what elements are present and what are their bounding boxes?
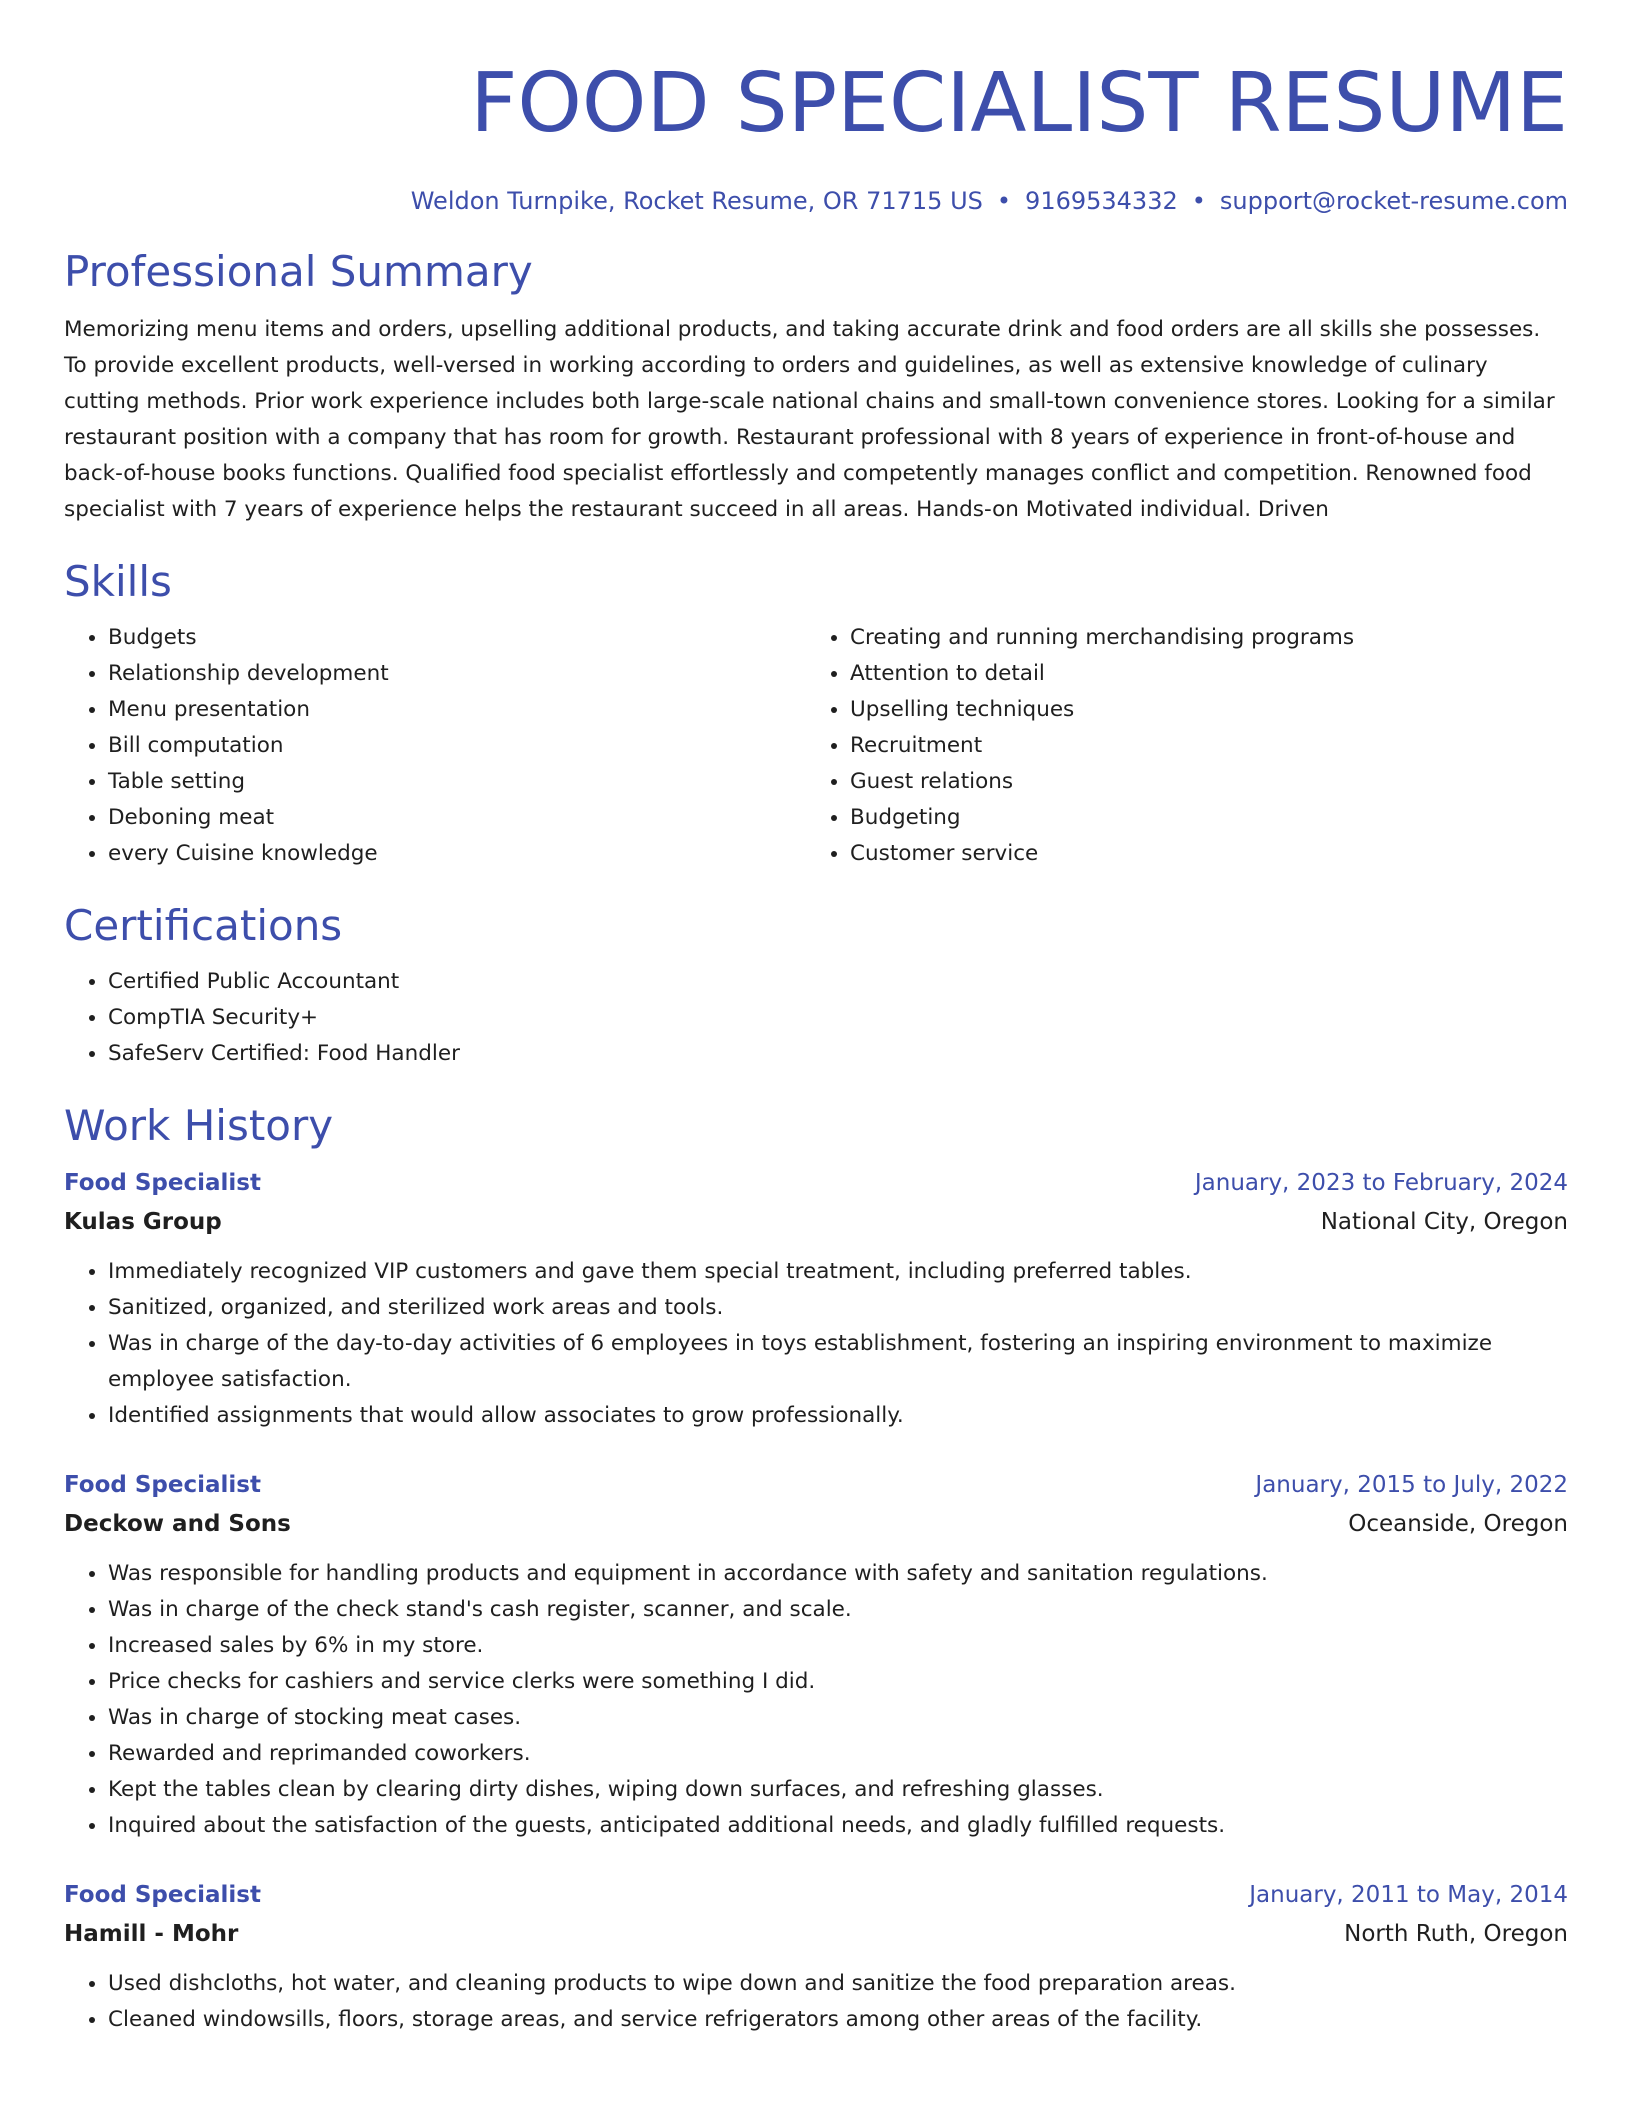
contact-email: support@rocket-resume.com <box>1219 187 1568 215</box>
contact-separator: • <box>996 187 1012 215</box>
skill-item: • Upselling techniques <box>850 692 1548 728</box>
job-bullet: • Used dishcloths, hot water, and cleaning products to wipe down and sanitize the food preparation areas. <box>108 1966 1568 2002</box>
skill-item: • Bill computation <box>108 728 806 764</box>
job-bullet: • Was in charge of the day-to-day activities of 6 employees in toys establishment, fostering an inspiring environment to maximize employee satisfaction. <box>108 1326 1568 1398</box>
skill-item: • Customer service <box>850 836 1548 872</box>
summary-text: Memorizing menu items and orders, upselling additional products, and taking accurate drink and food orders are all skills she possesses. To provide excellent products, well-versed in working according to orders and guidelines, as well as extensive knowledge of culinary cutting methods. Prior work experience includes both large-scale national chains and small-town convenience stores. Looking for a similar restaurant position with a company that has room for growth. Restaurant professional with 8 years of experience in front-of-house and back-of-house books functions. Qualified food specialist effortlessly and competently manages conflict and competition. Renowned food specialist with 7 years of experience helps the restaurant succeed in all areas. Hands-on Motivated individual. Driven <box>64 317 1555 522</box>
job-company: Hamill - Mohr <box>64 1921 239 1947</box>
job-location: Oceanside, Oregon <box>1348 1511 1568 1537</box>
job-title: Food Specialist <box>64 1882 261 1908</box>
skill-item: • Creating and running merchandising programs <box>850 620 1548 656</box>
job-dates: January, 2011 to May, 2014 <box>1249 1882 1568 1908</box>
contact-line <box>64 186 1568 216</box>
certification-item: • SafeServ Certified: Food Handler <box>108 1036 1568 1072</box>
job-bullet: • Identified assignments that would allow associates to grow professionally. <box>108 1398 1568 1434</box>
job-bullet: • Inquired about the satisfaction of the guests, anticipated additional needs, and gladly fulfilled requests. <box>108 1808 1568 1844</box>
skill-item: • Deboning meat <box>108 800 806 836</box>
skill-item: • Recruitment <box>850 728 1548 764</box>
job-bullets <box>64 1556 1568 1844</box>
work-history-section <box>64 1100 1568 2038</box>
skill-item: • Attention to detail <box>850 656 1548 692</box>
job-subheader <box>64 1504 1568 1544</box>
job-bullet: • Immediately recognized VIP customers and gave them special treatment, including preferred tables. <box>108 1254 1568 1290</box>
contact-separator: • <box>1191 187 1206 215</box>
job-bullet: • Was in charge of the check stand's cash register, scanner, and scale. <box>108 1592 1568 1628</box>
job-bullet: • Was responsible for handling products and equipment in accordance with safety and sanitation regulations. <box>108 1556 1568 1592</box>
job-location: National City, Oregon <box>1320 1209 1568 1235</box>
skill-item: • every Cuisine knowledge <box>108 836 806 872</box>
section-title-summary: Professional Summary <box>64 247 533 296</box>
certifications-list <box>64 964 1568 1072</box>
section-title-work-history: Work History <box>64 1101 334 1150</box>
contact-phone: 9169534332 <box>1025 187 1178 215</box>
skills-section <box>64 556 1568 872</box>
job-dates: January, 2015 to July, 2022 <box>1255 1472 1568 1498</box>
job-company: Kulas Group <box>64 1209 222 1235</box>
skill-item: • Budgets <box>108 620 806 656</box>
job-bullet: • Rewarded and reprimanded coworkers. <box>108 1736 1568 1772</box>
job-header <box>64 1164 1568 1202</box>
skill-item: • Table setting <box>108 764 806 800</box>
job-bullet: • Kept the tables clean by clearing dirty dishes, wiping down surfaces, and refreshing glasses. <box>108 1772 1568 1808</box>
certification-item: • Certified Public Accountant <box>108 964 1568 1000</box>
job-title: Food Specialist <box>64 1170 261 1196</box>
resume-header <box>64 56 1568 216</box>
job-title: Food Specialist <box>64 1472 261 1498</box>
skills-column-right <box>806 620 1548 872</box>
certifications-section <box>64 900 1568 1072</box>
job-company: Deckow and Sons <box>64 1511 291 1537</box>
job-dates: January, 2023 to February, 2024 <box>1194 1170 1568 1196</box>
skill-item: • Relationship development <box>108 656 806 692</box>
job-entry <box>64 1164 1568 1434</box>
job-bullets <box>64 1966 1568 2038</box>
skill-item: • Guest relations <box>850 764 1548 800</box>
job-subheader <box>64 1914 1568 1954</box>
skills-list-left <box>64 620 806 872</box>
skills-grid <box>64 620 1568 872</box>
job-bullets <box>64 1254 1568 1434</box>
section-title-certifications: Certifications <box>64 901 343 950</box>
job-bullet: • Was in charge of stocking meat cases. <box>108 1700 1568 1736</box>
contact-address: Weldon Turnpike, Rocket Resume, OR 71715 US <box>410 187 983 215</box>
document-title: FOOD SPECIALIST RESUME <box>470 56 1568 151</box>
job-header <box>64 1466 1568 1504</box>
skills-list-right <box>806 620 1548 872</box>
job-location: North Ruth, Oregon <box>1344 1921 1568 1947</box>
job-entry <box>64 1466 1568 1844</box>
job-subheader <box>64 1202 1568 1242</box>
job-entry <box>64 1876 1568 2038</box>
skills-column-left <box>64 620 806 872</box>
job-bullet: • Sanitized, organized, and sterilized work areas and tools. <box>108 1290 1568 1326</box>
certification-item: • CompTIA Security+ <box>108 1000 1568 1036</box>
skill-item: • Menu presentation <box>108 692 806 728</box>
section-title-skills: Skills <box>64 557 172 606</box>
job-bullet: • Cleaned windowsills, floors, storage areas, and service refrigerators among other areas of the facility. <box>108 2002 1568 2038</box>
job-bullet: • Increased sales by 6% in my store. <box>108 1628 1568 1664</box>
skill-item: • Budgeting <box>850 800 1548 836</box>
job-header <box>64 1876 1568 1914</box>
summary-section <box>64 246 1568 528</box>
job-bullet: • Price checks for cashiers and service clerks were something I did. <box>108 1664 1568 1700</box>
